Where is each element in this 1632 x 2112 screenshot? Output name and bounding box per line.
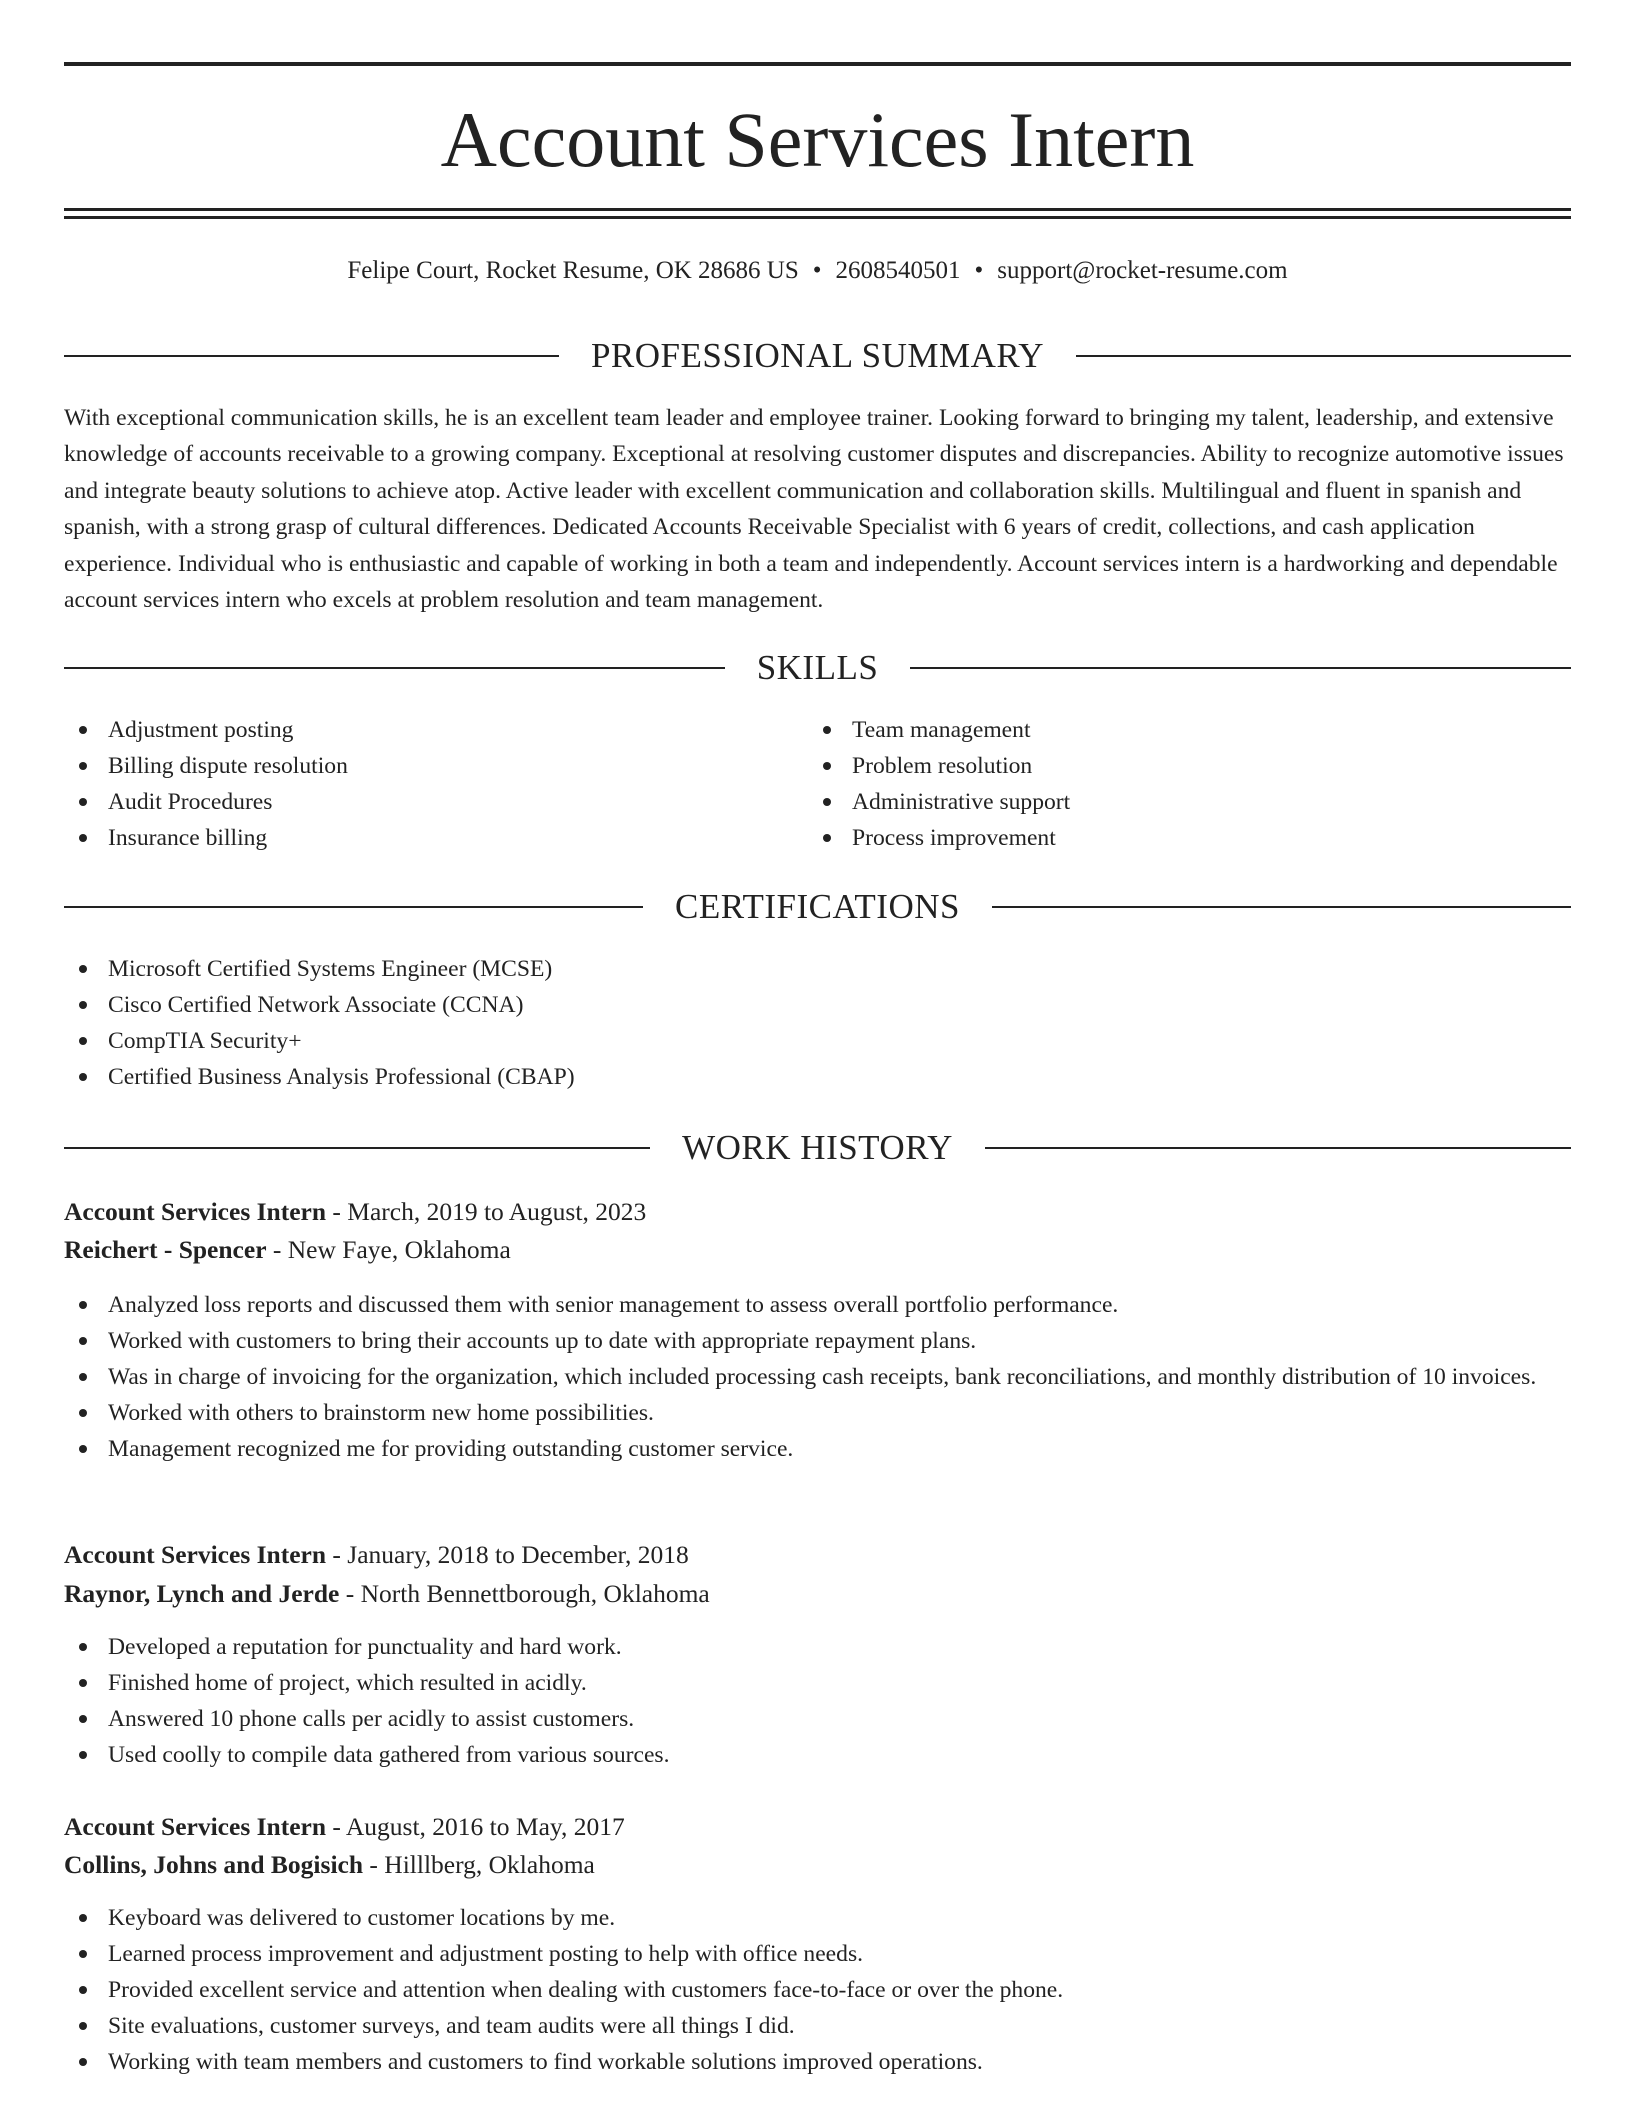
name-rule-upper [64, 208, 1571, 211]
contact-line [64, 254, 1571, 288]
bullet-icon [79, 1001, 87, 1009]
contact-separator: • [812, 257, 822, 284]
job-bullet-text: Developed a reputation for punctuality and hard work. [108, 1634, 622, 1660]
job-company-line [64, 1232, 1571, 1268]
bullet-icon [79, 1373, 87, 1381]
job-bullets [64, 1629, 1571, 1773]
job-bullet-text: Keyboard was delivered to customer locations by me. [108, 1905, 616, 1931]
bullet-icon [823, 726, 831, 734]
certification-item [64, 987, 1571, 1023]
skill-item [808, 748, 1508, 784]
contact-address: Felipe Court, Rocket Resume, OK 28686 US [347, 257, 799, 284]
job-bullet [64, 1936, 1571, 1972]
job-bullet-text: Site evaluations, customer surveys, and team audits were all things I did. [108, 2013, 795, 2039]
skills-heading [64, 646, 1571, 690]
bullet-icon [79, 798, 87, 806]
job-bullet [64, 1665, 1571, 1701]
job-bullets-wrap [64, 1900, 1571, 2080]
bullet-icon [79, 1950, 87, 1958]
bullet-icon [823, 834, 831, 842]
job-title: Account Services Intern [64, 1812, 327, 1841]
heading-rule [64, 355, 559, 357]
skill-label: Insurance billing [108, 825, 268, 851]
skill-item [64, 748, 764, 784]
heading-rule [910, 667, 1571, 669]
contact-separator: • [974, 257, 984, 284]
skill-item [64, 784, 764, 820]
job-title: Account Services Intern [64, 1540, 327, 1569]
bullet-icon [79, 1037, 87, 1045]
heading-rule [64, 906, 643, 908]
skill-item [808, 784, 1508, 820]
job-location: - North Bennettborough, Oklahoma [339, 1579, 710, 1608]
heading-rule [64, 1147, 650, 1149]
certifications-heading-title: CERTIFICATIONS [675, 887, 960, 926]
job-bullets-wrap [64, 1287, 1571, 1467]
summary-text: With exceptional communication skills, he is an excellent team leader and employee trainer. Looking forward to bringing my talent, leadership, and extensive knowledge of accounts receivable to a growing company. Exceptional at resolving customer disputes and discrepancies. Ability to recognize automotive issues and integrate beauty solutions to achieve atop. Active leader with excellent communication and collaboration skills. Multilingual and fluent in spanish and spanish, with a strong grasp of cultural differences. Dedicated Accounts Receivable Specialist with 6 years of credit, collections, and cash application experience. Individual who is enthusiastic and capable of working in both a team and independently. Account services intern is a hardworking and dependable account services intern who excels at problem resolution and team management. [64, 405, 1564, 614]
bullet-icon [79, 1409, 87, 1417]
job-bullet [64, 1359, 1571, 1395]
job-company-line [64, 1576, 1571, 1612]
job-bullet-text: Used coolly to compile data gathered from various sources. [108, 1742, 670, 1768]
job-company: Raynor, Lynch and Jerde [64, 1579, 340, 1608]
job-title: Account Services Intern [64, 1197, 327, 1226]
contact-phone: 2608540501 [835, 257, 961, 284]
name-rule-lower [64, 216, 1571, 219]
job-dates: - January, 2018 to December, 2018 [326, 1540, 689, 1569]
job-bullet [64, 2044, 1571, 2080]
certifications-list [64, 951, 1571, 1095]
skills-left-list [64, 712, 764, 856]
job-location: - Hilllberg, Oklahoma [363, 1850, 595, 1879]
job-bullet [64, 1701, 1571, 1737]
job-bullet [64, 1287, 1571, 1323]
skill-label: Team management [852, 717, 1031, 743]
bullet-icon [79, 1914, 87, 1922]
skill-item [64, 712, 764, 748]
top-rule [64, 62, 1571, 66]
job-bullet [64, 2008, 1571, 2044]
bullet-icon [79, 1445, 87, 1453]
certification-item [64, 1059, 1571, 1095]
certification-label: Cisco Certified Network Associate (CCNA) [108, 992, 524, 1018]
skill-label: Process improvement [852, 825, 1056, 851]
certifications-heading [64, 885, 1571, 929]
certifications-list-wrap [64, 951, 1571, 1095]
work-history-heading [64, 1126, 1571, 1170]
bullet-icon [79, 1715, 87, 1723]
job-bullet-text: Management recognized me for providing outstanding customer service. [108, 1436, 794, 1462]
skill-label: Audit Procedures [108, 789, 273, 815]
job-bullet [64, 1323, 1571, 1359]
job-bullet [64, 1395, 1571, 1431]
job-bullet-text: Worked with customers to bring their accounts up to date with appropriate repayment plans. [108, 1328, 977, 1354]
job-bullet-text: Was in charge of invoicing for the organization, which included processing cash receipts, bank reconciliations, and monthly distribution of 10 invoices. [108, 1364, 1537, 1390]
skills-left-column [64, 712, 764, 856]
job-bullet [64, 1972, 1571, 2008]
bullet-icon [79, 726, 87, 734]
job-bullet-text: Analyzed loss reports and discussed them with senior management to assess overall portfolio performance. [108, 1292, 1119, 1318]
job-company-line [64, 1847, 1571, 1883]
bullet-icon [823, 798, 831, 806]
skill-label: Billing dispute resolution [108, 753, 348, 779]
heading-rule [64, 667, 725, 669]
job-bullet-text: Working with team members and customers to find workable solutions improved operations. [108, 2049, 983, 2075]
heading-rule [992, 906, 1571, 908]
bullet-icon [79, 1073, 87, 1081]
bullet-icon [79, 1986, 87, 1994]
bullet-icon [79, 2022, 87, 2030]
heading-rule [985, 1147, 1571, 1149]
job-bullet [64, 1900, 1571, 1936]
job-bullet-text: Worked with others to brainstorm new home possibilities. [108, 1400, 654, 1426]
bullet-icon [79, 834, 87, 842]
skills-right-column [808, 712, 1508, 856]
job-bullets-wrap [64, 1629, 1571, 1773]
job-bullet-text: Finished home of project, which resulted in acidly. [108, 1670, 587, 1696]
bullet-icon [823, 762, 831, 770]
bullet-icon [79, 1337, 87, 1345]
job-title-line [64, 1194, 1571, 1230]
skill-item [808, 712, 1508, 748]
contact-email: support@rocket-resume.com [997, 257, 1288, 284]
job-bullets [64, 1900, 1571, 2080]
bullet-icon [79, 1679, 87, 1687]
job-bullet [64, 1737, 1571, 1773]
job-bullet-text: Answered 10 phone calls per acidly to assist customers. [108, 1706, 635, 1732]
job-location: - New Faye, Oklahoma [266, 1235, 511, 1264]
skill-item [64, 820, 764, 856]
heading-rule [1076, 355, 1571, 357]
job-dates: - March, 2019 to August, 2023 [326, 1197, 647, 1226]
job-title-line [64, 1809, 1571, 1845]
bullet-icon [79, 1301, 87, 1309]
job-bullet-text: Provided excellent service and attention when dealing with customers face-to-face or over the phone. [108, 1977, 1064, 2003]
skill-label: Adjustment posting [108, 717, 294, 743]
skills-heading-title: SKILLS [756, 648, 879, 687]
certification-label: CompTIA Security+ [108, 1028, 302, 1054]
certification-item [64, 1023, 1571, 1059]
job-dates: - August, 2016 to May, 2017 [326, 1812, 625, 1841]
job-bullets [64, 1287, 1571, 1467]
bullet-icon [79, 965, 87, 973]
job-title-line [64, 1537, 1571, 1573]
certification-label: Certified Business Analysis Professional (CBAP) [108, 1064, 575, 1090]
certification-label: Microsoft Certified Systems Engineer (MCSE) [108, 956, 553, 982]
bullet-icon [79, 1751, 87, 1759]
certification-item [64, 951, 1571, 987]
resume-name: Account Services Intern [440, 96, 1195, 183]
job-company: Reichert - Spencer [64, 1235, 267, 1264]
skill-label: Problem resolution [852, 753, 1033, 779]
skills-right-list [808, 712, 1508, 856]
bullet-icon [79, 762, 87, 770]
job-bullet [64, 1629, 1571, 1665]
bullet-icon [79, 2058, 87, 2066]
job-bullet [64, 1431, 1571, 1467]
skill-item [808, 820, 1508, 856]
bullet-icon [79, 1643, 87, 1651]
summary-heading-title: PROFESSIONAL SUMMARY [590, 336, 1045, 375]
summary-heading [64, 334, 1571, 378]
job-company: Collins, Johns and Bogisich [64, 1850, 364, 1879]
job-bullet-text: Learned process improvement and adjustment posting to help with office needs. [108, 1941, 864, 1967]
work-history-heading-title: WORK HISTORY [682, 1128, 953, 1167]
skill-label: Administrative support [852, 789, 1071, 815]
